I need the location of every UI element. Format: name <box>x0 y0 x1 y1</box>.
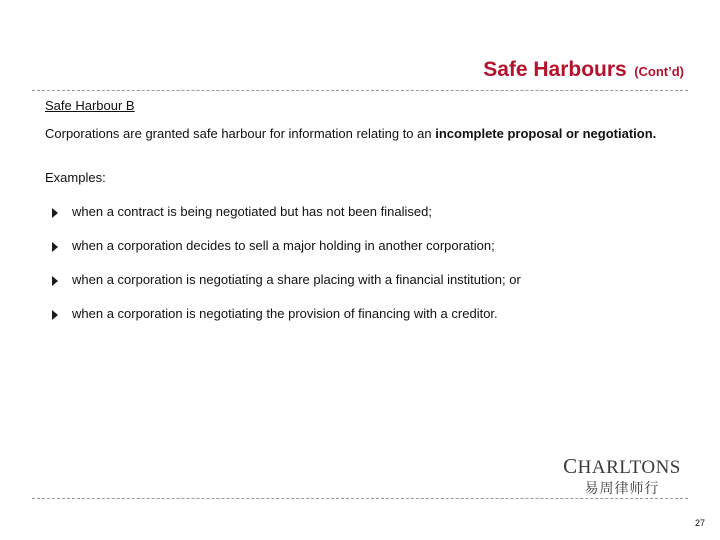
list-item <box>52 271 692 305</box>
list-item-text: when a corporation decides to sell a major holding in another corporation; <box>72 238 495 253</box>
slide-title-main: Safe Harbours <box>483 58 627 81</box>
slide-title <box>483 58 684 82</box>
intro-bold-text: incomplete proposal or negotiation. <box>435 126 657 141</box>
footer-divider <box>32 498 688 499</box>
examples-label: Examples: <box>45 170 106 185</box>
charltons-logo <box>560 456 684 498</box>
logo-english <box>560 456 684 478</box>
list-item-text: when a contract is being negotiated but has not been finalised; <box>72 204 432 219</box>
slide-title-suffix: (Cont’d) <box>634 64 684 79</box>
logo-initial: C <box>563 454 578 478</box>
logo-chinese: 易周律师行 <box>584 481 660 497</box>
list-item <box>52 237 692 271</box>
list-item-text: when a corporation is negotiating a share placing with a financial institution; or <box>72 272 521 287</box>
intro-paragraph <box>45 125 673 143</box>
logo-wordmark: HARLTONS <box>577 457 681 478</box>
triangle-bullet-icon <box>52 208 58 218</box>
list-item-text: when a corporation is negotiating the provision of financing with a creditor. <box>72 306 498 321</box>
list-item <box>52 305 692 339</box>
triangle-bullet-icon <box>52 276 58 286</box>
section-subheading: Safe Harbour B <box>45 98 135 113</box>
list-item <box>52 203 692 237</box>
triangle-bullet-icon <box>52 242 58 252</box>
triangle-bullet-icon <box>52 310 58 320</box>
intro-text: Corporations are granted safe harbour for information relating to an <box>45 126 436 141</box>
header-divider <box>32 90 688 91</box>
page-number: 27 <box>694 518 705 528</box>
examples-list <box>52 203 692 339</box>
